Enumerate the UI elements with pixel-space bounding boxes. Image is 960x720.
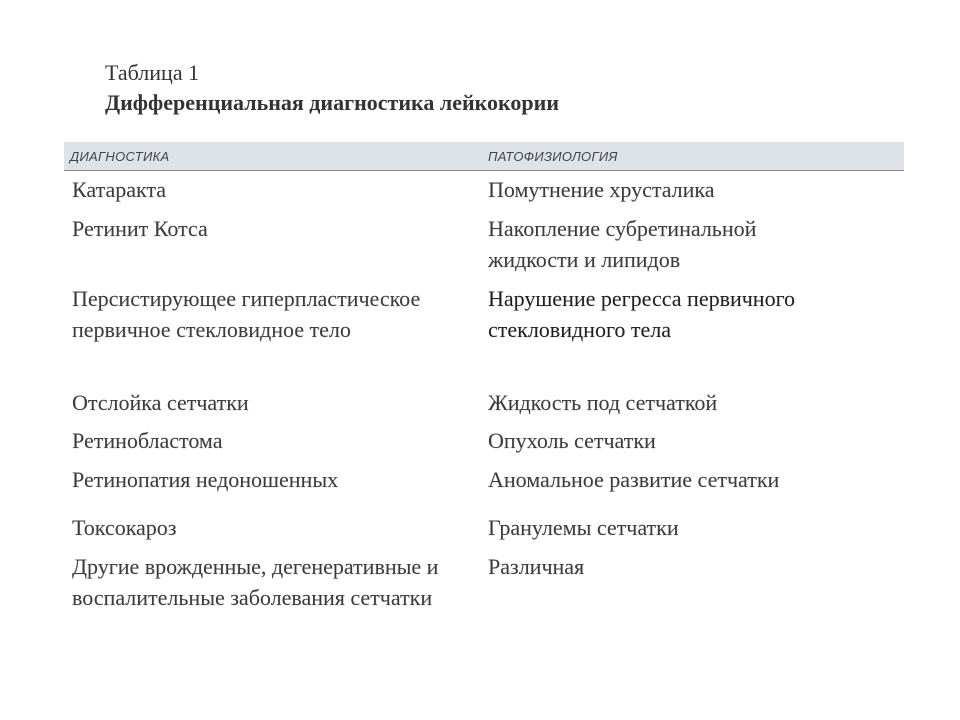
table-header (64, 142, 904, 171)
pathophysiology-cell: Гранулемы сетчатки (488, 515, 679, 540)
diagnosis-table (64, 142, 904, 610)
diagnosis-cell: Персистирующее гиперпластическое первичное стекловидное тело (72, 286, 421, 342)
header-pathophysiology: ПАТОФИЗИОЛОГИЯ (488, 149, 618, 164)
diagnosis-cell: Катаракта (72, 177, 167, 202)
diagnosis-cell: Ретинит Котса (72, 216, 208, 241)
table-caption (105, 58, 559, 118)
pathophysiology-cell: Опухоль сетчатки (488, 428, 656, 453)
diagnosis-cell: Ретинобластома (72, 428, 223, 453)
pathophysiology-cell: Накопление субретинальной жидкости и липидов (488, 216, 757, 272)
diagnosis-cell: Другие врожденные, дегенеративные и воспалительные заболевания сетчатки (72, 554, 439, 610)
pathophysiology-cell: Нарушение регресса первичного стекловидного тела (488, 286, 796, 342)
pathophysiology-cell: Жидкость под сетчаткой (488, 390, 718, 415)
table-title: Дифференциальная диагностика лейкокории (105, 90, 559, 115)
header-diagnosis: ДИАГНОСТИКА (70, 149, 170, 164)
pathophysiology-cell: Помутнение хрусталика (488, 177, 715, 202)
diagnosis-cell: Токсокароз (72, 515, 177, 540)
pathophysiology-cell: Аномальное развитие сетчатки (488, 467, 780, 492)
table-number: Таблица 1 (105, 60, 200, 85)
diagnosis-cell: Ретинопатия недоношенных (72, 467, 339, 492)
diagnosis-cell: Отслойка сетчатки (72, 390, 249, 415)
pathophysiology-cell: Различная (488, 554, 585, 579)
